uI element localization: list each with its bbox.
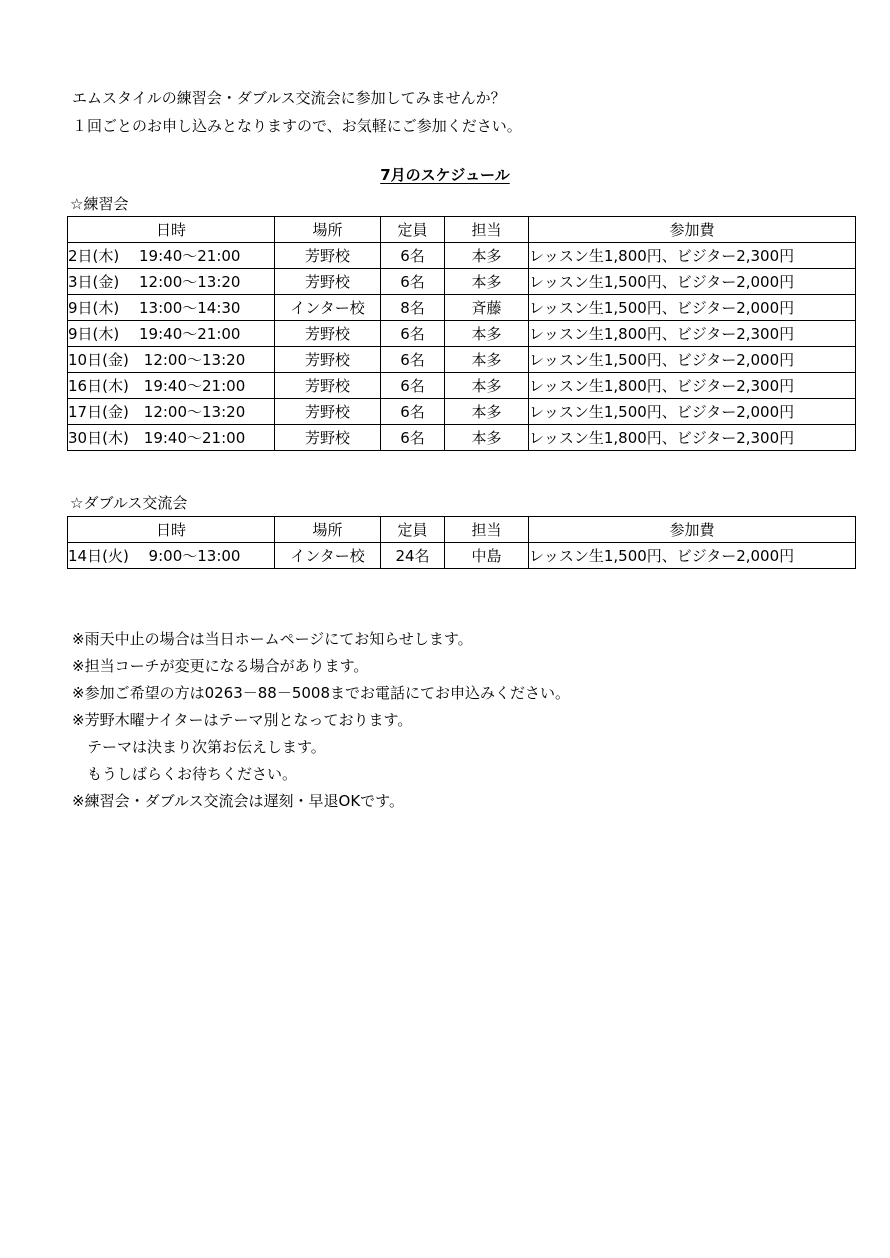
cell-place: 芳野校	[275, 425, 381, 451]
note-item: ※芳野木曜ナイターはテーマ別となっております。	[72, 711, 413, 729]
cell-staff: 本多	[445, 269, 529, 295]
table-row	[68, 543, 856, 569]
cell-capacity: 6名	[381, 373, 445, 399]
note-item: ※担当コーチが変更になる場合があります。	[72, 657, 369, 675]
cell-place: 芳野校	[275, 347, 381, 373]
cell-fee: レッスン生1,500円、ビジター2,000円	[529, 295, 856, 321]
cell-staff: 中島	[445, 543, 529, 569]
cell-fee: レッスン生1,500円、ビジター2,000円	[529, 399, 856, 425]
table-row	[68, 243, 856, 269]
cell-capacity: 6名	[381, 399, 445, 425]
cell-date: 9日(木) 19:40～21:00	[68, 321, 275, 347]
cell-place: 芳野校	[275, 399, 381, 425]
cell-place: 芳野校	[275, 373, 381, 399]
table-header-row	[68, 217, 856, 243]
table-row	[68, 295, 856, 321]
header-capacity: 定員	[381, 517, 445, 543]
cell-capacity: 6名	[381, 347, 445, 373]
table-row	[68, 269, 856, 295]
note-item: ※雨天中止の場合は当日ホームページにてお知らせします。	[72, 630, 473, 648]
intro-line-1: エムスタイルの練習会・ダブルス交流会に参加してみませんか？	[72, 89, 506, 107]
cell-place: インター校	[275, 543, 381, 569]
cell-place: 芳野校	[275, 269, 381, 295]
doubles-schedule-table	[67, 516, 856, 569]
cell-capacity: 8名	[381, 295, 445, 321]
cell-capacity: 6名	[381, 269, 445, 295]
cell-fee: レッスン生1,500円、ビジター2,000円	[529, 543, 856, 569]
header-staff: 担当	[445, 517, 529, 543]
note-item: ※参加ご希望の方は0263－88－5008までお電話にてお申込みください。	[72, 684, 571, 702]
cell-place: 芳野校	[275, 321, 381, 347]
practice-section-label: ☆練習会	[70, 195, 129, 213]
header-fee: 参加費	[529, 217, 856, 243]
cell-staff: 本多	[445, 399, 529, 425]
cell-date: 14日(火) 9:00～13:00	[68, 543, 275, 569]
table-row	[68, 425, 856, 451]
intro-line-2: １回ごとのお申し込みとなりますので、お気軽にご参加ください。	[72, 117, 522, 135]
cell-place: 芳野校	[275, 243, 381, 269]
cell-staff: 本多	[445, 347, 529, 373]
header-date: 日時	[68, 517, 275, 543]
cell-place: インター校	[275, 295, 381, 321]
cell-capacity: 6名	[381, 321, 445, 347]
table-row	[68, 347, 856, 373]
cell-capacity: 6名	[381, 425, 445, 451]
cell-fee: レッスン生1,500円、ビジター2,000円	[529, 269, 856, 295]
cell-fee: レッスン生1,800円、ビジター2,300円	[529, 321, 856, 347]
cell-fee: レッスン生1,800円、ビジター2,300円	[529, 373, 856, 399]
header-capacity: 定員	[381, 217, 445, 243]
header-place: 場所	[275, 517, 381, 543]
cell-date: 2日(木) 19:40～21:00	[68, 243, 275, 269]
cell-date: 10日(金) 12:00～13:20	[68, 347, 275, 373]
cell-staff: 本多	[445, 243, 529, 269]
page-title: 7月のスケジュール	[380, 166, 510, 184]
intro-text	[72, 84, 522, 140]
doubles-section-label: ☆ダブルス交流会	[70, 494, 188, 512]
note-item: テーマは決まり次第お伝えします。	[72, 738, 326, 756]
cell-date: 17日(金) 12:00～13:20	[68, 399, 275, 425]
header-place: 場所	[275, 217, 381, 243]
cell-date: 30日(木) 19:40～21:00	[68, 425, 275, 451]
note-item: ※練習会・ダブルス交流会は遅刻・早退OKです。	[72, 792, 404, 810]
cell-fee: レッスン生1,800円、ビジター2,300円	[529, 243, 856, 269]
header-fee: 参加費	[529, 517, 856, 543]
practice-schedule-table	[67, 216, 856, 451]
table-row	[68, 399, 856, 425]
note-item: もうしばらくお待ちください。	[72, 765, 298, 783]
cell-capacity: 24名	[381, 543, 445, 569]
table-row	[68, 321, 856, 347]
cell-fee: レッスン生1,500円、ビジター2,000円	[529, 347, 856, 373]
cell-fee: レッスン生1,800円、ビジター2,300円	[529, 425, 856, 451]
cell-capacity: 6名	[381, 243, 445, 269]
header-staff: 担当	[445, 217, 529, 243]
cell-staff: 斉藤	[445, 295, 529, 321]
table-header-row	[68, 517, 856, 543]
cell-date: 9日(木) 13:00～14:30	[68, 295, 275, 321]
cell-date: 3日(金) 12:00～13:20	[68, 269, 275, 295]
cell-staff: 本多	[445, 373, 529, 399]
cell-date: 16日(木) 19:40～21:00	[68, 373, 275, 399]
cell-staff: 本多	[445, 321, 529, 347]
cell-staff: 本多	[445, 425, 529, 451]
table-row	[68, 373, 856, 399]
header-date: 日時	[68, 217, 275, 243]
notes-list	[72, 626, 570, 815]
